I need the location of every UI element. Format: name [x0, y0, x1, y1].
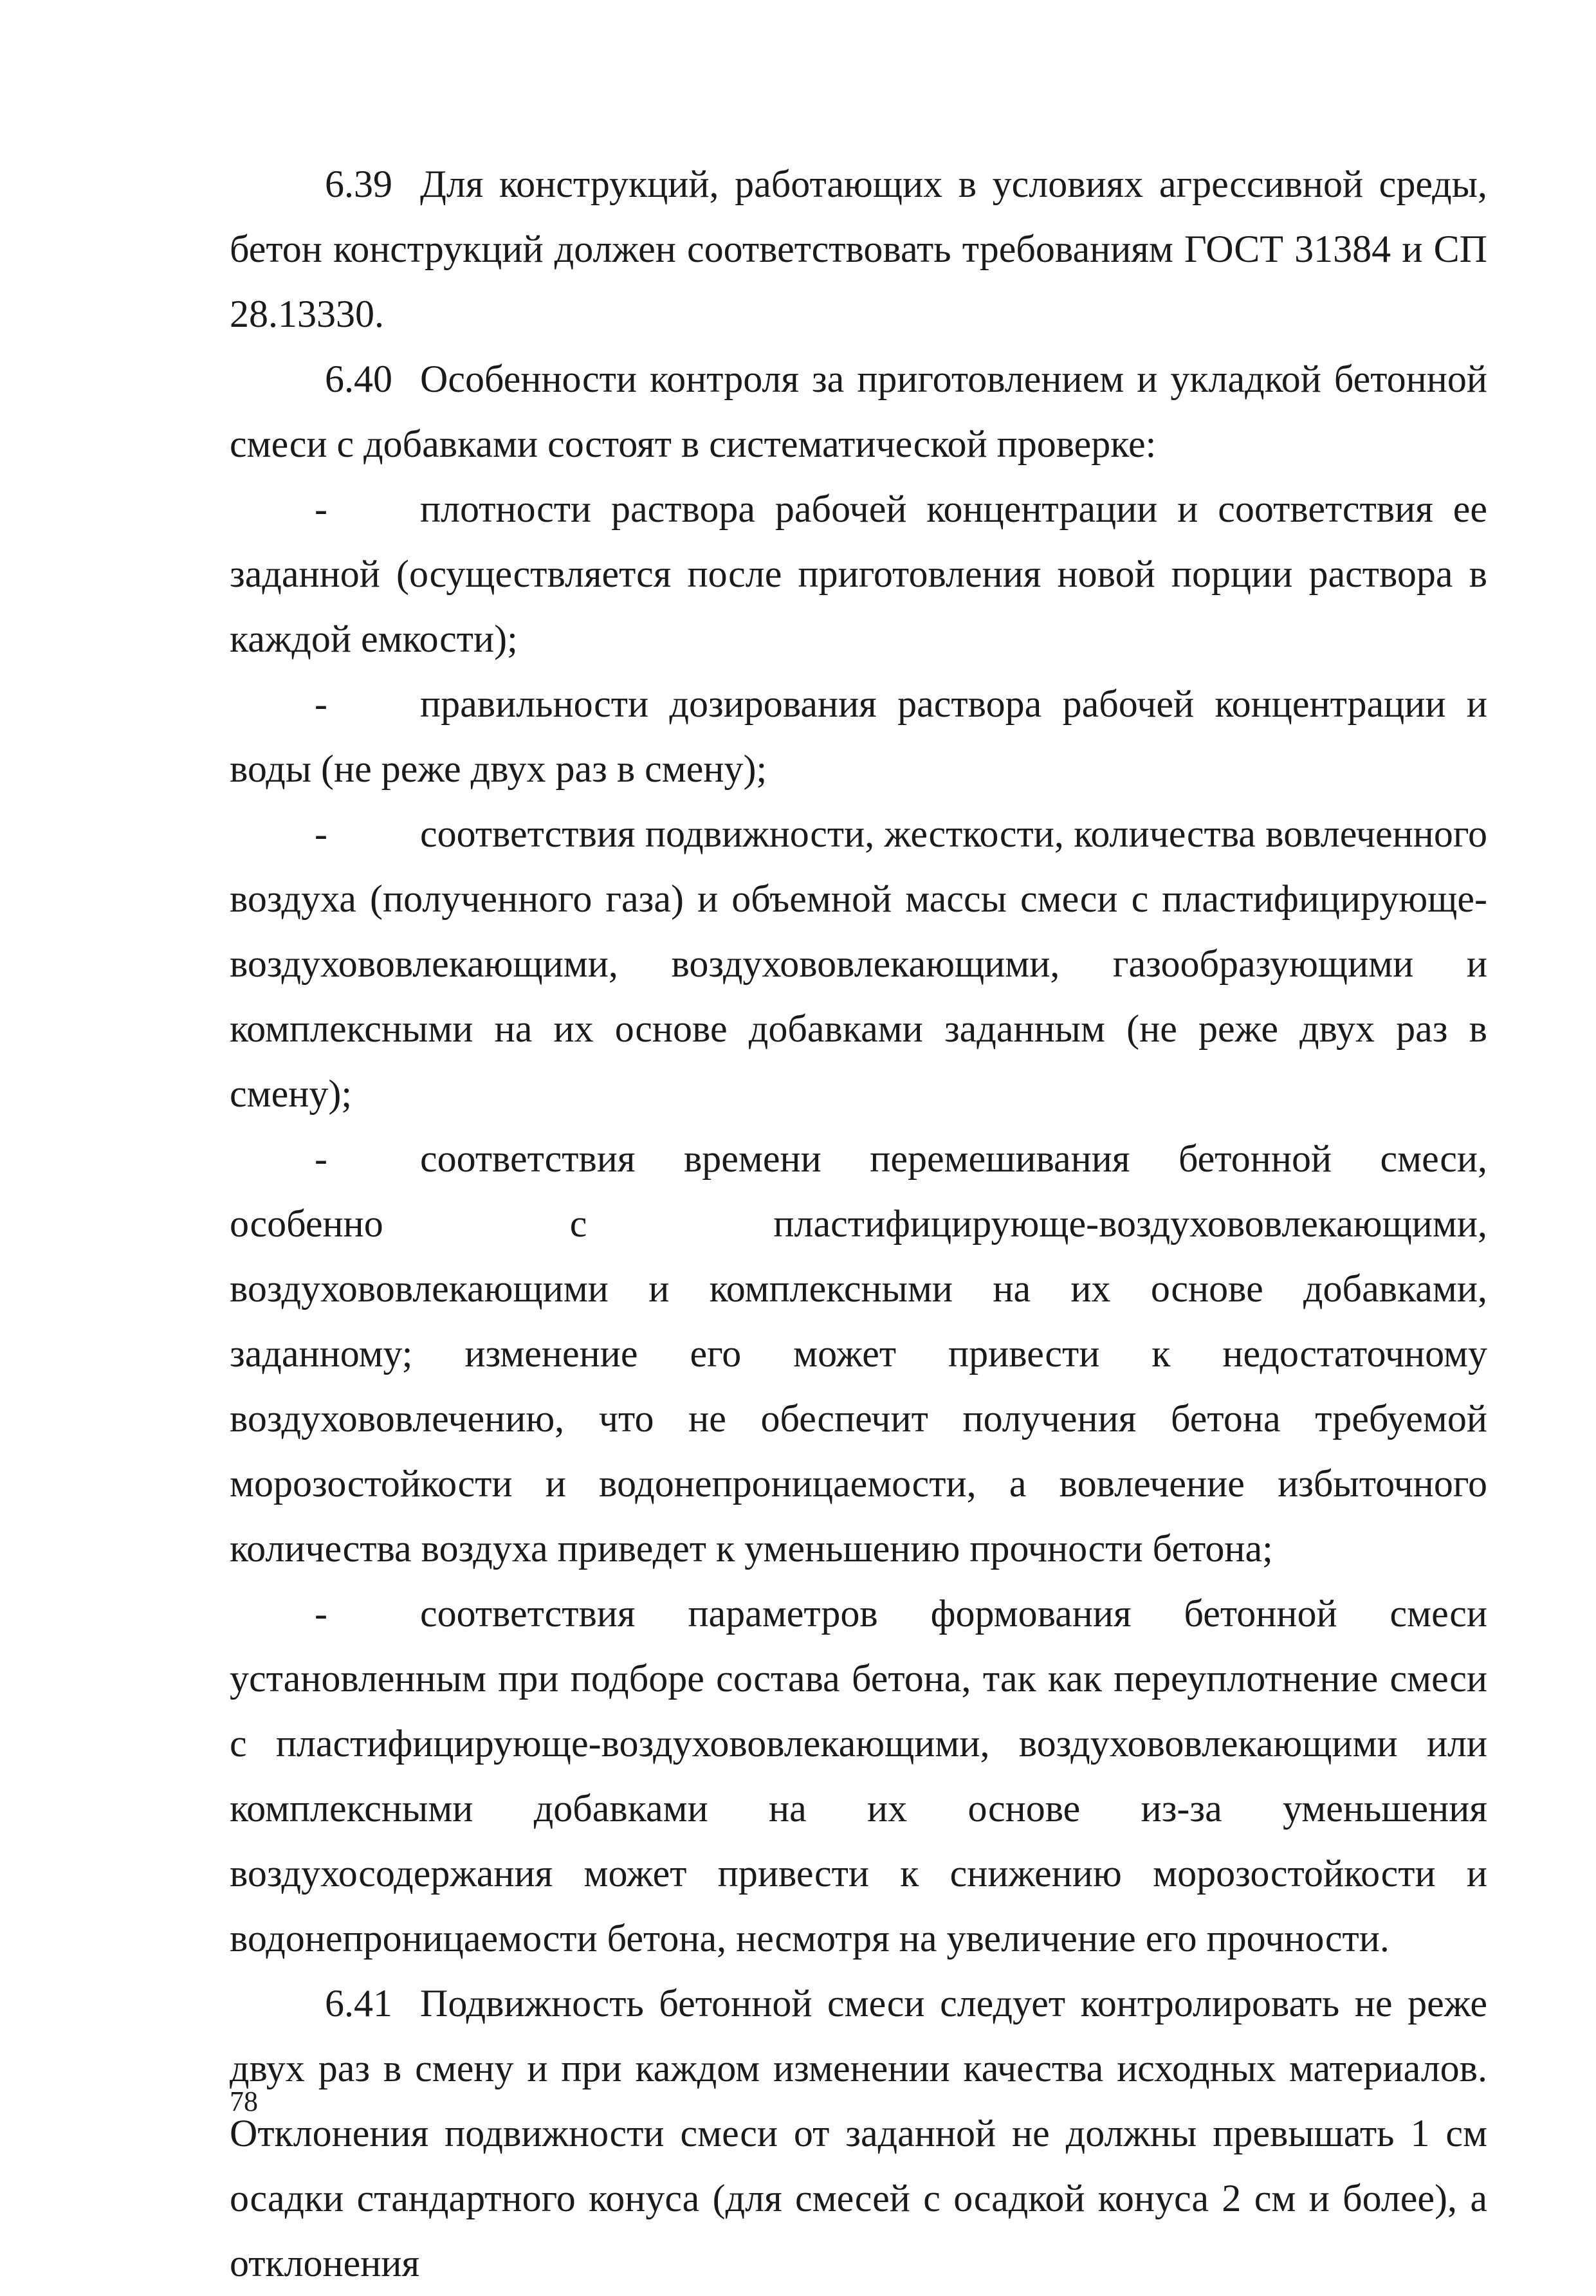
list-item: [230, 1126, 1487, 1581]
list-item-text: правильности дозирования раствора рабочей концентрации и воды (не реже двух раз в смену);: [230, 683, 1487, 790]
clause-6-41: [230, 1971, 1487, 2296]
clause-6-40: [230, 347, 1487, 477]
dash-marker: -: [315, 488, 327, 530]
dash-marker: -: [315, 683, 327, 725]
list-item-text: соответствия времени перемешивания бетонной смеси, особенно с пластифицирующе-воздухововлекающими, воздухововлекающими и комплексными на их основе добавками, заданному; изменение его может привести к недостаточному воздухововлечению, что не обеспечит получения бетона требуемой морозостойкости и водонепроницаемости, а вовлечение избыточного количества воздуха приведет к уменьшению прочности бетона;: [230, 1137, 1487, 1570]
dash-marker: -: [315, 813, 327, 855]
clause-number: 6.39: [325, 163, 392, 205]
clause-text: Для конструкций, работающих в условиях агрессивной среды, бетон конструкций должен соответствовать требованиям ГОСТ 31384 и СП 28.13330.: [230, 163, 1487, 335]
list-item: [230, 672, 1487, 802]
list-item-text: соответствия подвижности, жесткости, количества вовлеченного воздуха (полученного газа) и объемной массы смеси с пластифицирующе-воздухововлекающими, воздухововлекающими, газообразующими и комплексными на их основе добавками заданным (не реже двух раз в смену);: [230, 813, 1487, 1115]
clause-6-39: [230, 152, 1487, 347]
dash-marker: -: [315, 1137, 327, 1180]
clause-text: Особенности контроля за приготовлением и укладкой бетонной смеси с добавками состоят в систематической проверке:: [230, 358, 1487, 465]
clause-number: 6.41: [325, 1982, 392, 2025]
clause-text: Подвижность бетонной смеси следует контролировать не реже двух раз в смену и при каждом изменении качества исходных материалов. Отклонения подвижности смеси от заданной не должны превышать 1 см осадки стандартного конуса (для смесей с осадкой конуса 2 см и более), а отклонения: [230, 1982, 1487, 2284]
list-item: [230, 802, 1487, 1126]
dash-marker: -: [315, 1592, 327, 1635]
list-item-text: соответствия параметров формования бетонной смеси установленным при подборе состава бетона, так как переуплотнение смеси с пластифицирующе-воздухововлекающими, воздухововлекающими или комплексными добавками на их основе из-за уменьшения воздухосодержания может привести к снижению морозостойкости и водонепроницаемости бетона, несмотря на увеличение его прочности.: [230, 1592, 1487, 1960]
list-item: [230, 477, 1487, 672]
page-body: [230, 152, 1487, 2296]
list-item: [230, 1581, 1487, 1971]
page-number: 78: [230, 2086, 258, 2117]
clause-number: 6.40: [325, 358, 392, 400]
list-item-text: плотности раствора рабочей концентрации и соответствия ее заданной (осуществляется после приготовления новой порции раствора в каждой емкости);: [230, 488, 1487, 660]
